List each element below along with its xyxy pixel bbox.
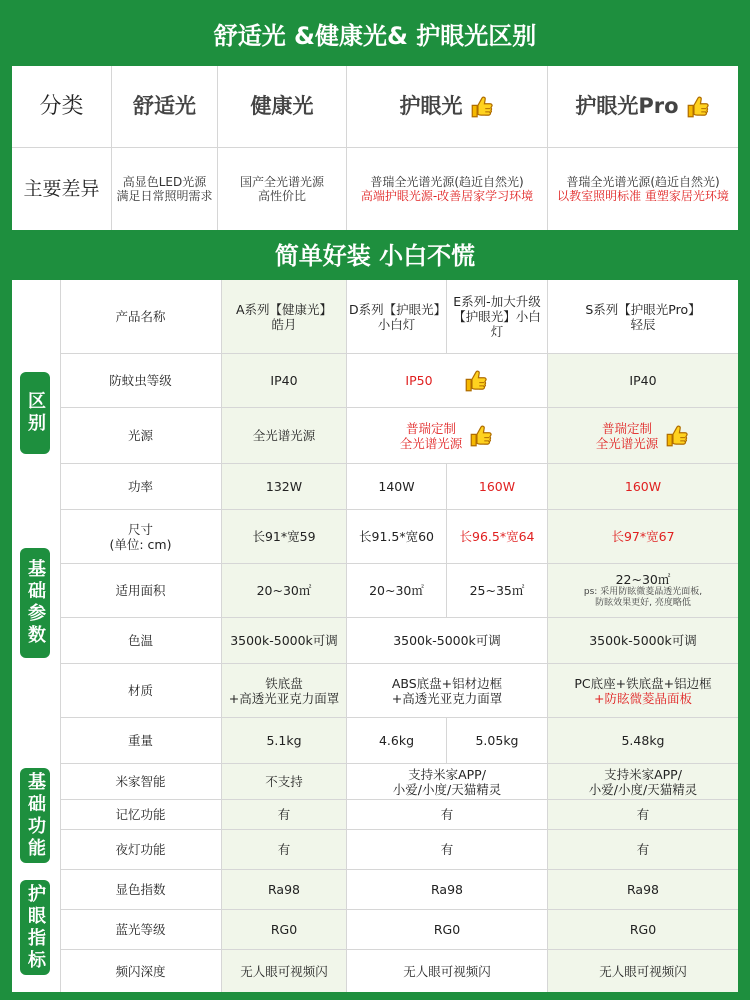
- mosquito-a: IP40: [222, 354, 347, 408]
- row-label-material: 材质: [60, 664, 222, 718]
- thumbs-up-icon: [468, 423, 494, 449]
- row-label-power: 功率: [60, 464, 222, 510]
- header-comfort: 舒适光: [112, 66, 218, 148]
- material-a-line1: 铁底盘: [265, 675, 303, 691]
- product-d-line2: 小白灯: [377, 316, 416, 332]
- area-s-note-line1: ps: 采用防眩微菱晶透光面板,: [583, 587, 703, 597]
- power-a: 132W: [222, 464, 347, 510]
- product-e: [447, 280, 548, 354]
- area-s-value: 22~30㎡: [615, 572, 671, 587]
- row-label-size-line1: 尺寸: [127, 521, 153, 537]
- eyecare-desc-line1: 普瑞全光谱光源(趋近自然光): [370, 175, 524, 189]
- row-label-weight: 重量: [60, 718, 222, 764]
- material-s: [548, 664, 738, 718]
- material-de: [347, 664, 548, 718]
- row-label-flicker: 频闪深度: [60, 950, 222, 992]
- blue-a: RG0: [222, 910, 347, 950]
- healthy-desc-line2: 高性价比: [257, 189, 306, 203]
- smart-s: [548, 764, 738, 800]
- material-a-line2: +高透光亚克力面罩: [228, 690, 340, 706]
- header-eyecare-pro-label: 护眼光Pro: [575, 94, 679, 118]
- smart-de: [347, 764, 548, 800]
- source-de-line1: 普瑞定制: [405, 420, 456, 436]
- source-s: [548, 408, 738, 464]
- header-category: 分类: [12, 66, 112, 148]
- product-s: [548, 280, 738, 354]
- night-a: 有: [222, 830, 347, 870]
- product-e-line1: E系列-加大升级: [453, 294, 541, 309]
- area-a: 20~30㎡: [222, 564, 347, 618]
- material-a: [222, 664, 347, 718]
- memory-s: 有: [548, 800, 738, 830]
- header-healthy: 健康光: [218, 66, 347, 148]
- row-label-difference: 主要差异: [12, 148, 112, 230]
- area-s: [548, 564, 738, 618]
- weight-d: 4.6kg: [347, 718, 447, 764]
- category-difference: 区别: [20, 372, 50, 454]
- row-label-blue: 蓝光等级: [60, 910, 222, 950]
- product-a: [222, 280, 347, 354]
- material-de-line2: +高透光亚克力面罩: [391, 690, 503, 706]
- comfort-desc-line2: 满足日常照明需求: [116, 189, 213, 203]
- cct-s: 3500k-5000k可调: [548, 618, 738, 664]
- source-de: [347, 408, 548, 464]
- cri-s: Ra98: [548, 870, 738, 910]
- header-eyecare-pro: [548, 66, 738, 148]
- weight-a: 5.1kg: [222, 718, 347, 764]
- area-s-note-line2: 防眩效果更好, 亮度略低: [595, 598, 691, 608]
- section-title: 简单好装 小白不慌: [274, 242, 476, 270]
- row-label-cct: 色温: [60, 618, 222, 664]
- product-a-line1: A系列【健康光】: [235, 301, 333, 317]
- spec-table: [12, 280, 738, 992]
- row-label-night: 夜灯功能: [60, 830, 222, 870]
- top-title: 舒适光 &健康光& 护眼光区别: [213, 22, 537, 50]
- product-s-line1: S系列【护眼光Pro】: [585, 301, 701, 317]
- size-e: 长96.5*宽64: [447, 510, 548, 564]
- night-s: 有: [548, 830, 738, 870]
- mosquito-de: [347, 354, 548, 408]
- power-d: 140W: [347, 464, 447, 510]
- area-e: 25~35㎡: [447, 564, 548, 618]
- cri-a: Ra98: [222, 870, 347, 910]
- product-s-line2: 轻辰: [630, 316, 656, 332]
- category-eye-metrics: 护眼指标: [20, 880, 50, 975]
- eyecare-pro-desc-line2: 以教室照明标准 重塑家居光环境: [557, 189, 729, 203]
- row-label-mosquito: 防蚊虫等级: [60, 354, 222, 408]
- smart-de-line2: 小爱/小度/天猫精灵: [392, 781, 502, 797]
- size-a: 长91*宽59: [222, 510, 347, 564]
- thumbs-up-icon: [685, 94, 711, 120]
- eyecare-desc-line2: 高端护眼光源-改善居家学习环境: [360, 189, 534, 203]
- mosquito-s: IP40: [548, 354, 738, 408]
- cct-de: 3500k-5000k可调: [347, 618, 548, 664]
- eyecare-pro-desc: [548, 148, 738, 230]
- smart-a: 不支持: [222, 764, 347, 800]
- comparison-table: [12, 66, 738, 230]
- healthy-desc: [218, 148, 347, 230]
- night-de: 有: [347, 830, 548, 870]
- source-de-line2: 全光谱光源: [399, 435, 463, 451]
- flicker-s: 无人眼可视频闪: [548, 950, 738, 992]
- material-de-line1: ABS底盘+铝材边框: [391, 675, 503, 691]
- healthy-desc-line1: 国产全光谱光源: [239, 175, 324, 189]
- row-label-product: 产品名称: [60, 280, 222, 354]
- material-s-line1: PC底座+铁底盘+铝边框: [574, 675, 712, 691]
- mosquito-de-value: IP50: [405, 373, 433, 388]
- product-a-line2: 皓月: [271, 316, 297, 332]
- smart-de-line1: 支持米家APP/: [408, 766, 486, 782]
- cct-a: 3500k-5000k可调: [222, 618, 347, 664]
- smart-s-line2: 小爱/小度/天猫精灵: [588, 781, 698, 797]
- product-d: [347, 280, 447, 354]
- area-d: 20~30㎡: [347, 564, 447, 618]
- source-s-line1: 普瑞定制: [601, 420, 652, 436]
- source-s-line2: 全光谱光源: [595, 435, 659, 451]
- row-label-source: 光源: [60, 408, 222, 464]
- row-label-area: 适用面积: [60, 564, 222, 618]
- comfort-desc: [112, 148, 218, 230]
- cri-de: Ra98: [347, 870, 548, 910]
- row-label-cri: 显色指数: [60, 870, 222, 910]
- product-e-line2: 【护眼光】小白灯: [453, 309, 541, 339]
- row-label-memory: 记忆功能: [60, 800, 222, 830]
- flicker-de: 无人眼可视频闪: [347, 950, 548, 992]
- eyecare-desc: [347, 148, 548, 230]
- blue-de: RG0: [347, 910, 548, 950]
- power-e: 160W: [447, 464, 548, 510]
- weight-e: 5.05kg: [447, 718, 548, 764]
- material-s-line2: +防眩微菱晶面板: [594, 690, 692, 706]
- flicker-a: 无人眼可视频闪: [222, 950, 347, 992]
- thumbs-up-icon: [664, 423, 690, 449]
- memory-de: 有: [347, 800, 548, 830]
- memory-a: 有: [222, 800, 347, 830]
- power-s: 160W: [548, 464, 738, 510]
- smart-s-line1: 支持米家APP/: [604, 766, 682, 782]
- product-d-line1: D系列【护眼光】: [349, 301, 447, 317]
- row-label-size-line2: (单位: cm): [109, 536, 172, 552]
- blue-s: RG0: [548, 910, 738, 950]
- thumbs-up-icon: [469, 94, 495, 120]
- weight-s: 5.48kg: [548, 718, 738, 764]
- row-label-smart: 米家智能: [60, 764, 222, 800]
- header-eyecare-label: 护眼光: [399, 94, 463, 118]
- category-basic-params: 基础参数: [20, 548, 50, 658]
- comfort-desc-line1: 高显色LED光源: [122, 175, 207, 189]
- source-de-text: [400, 421, 463, 451]
- source-s-text: [596, 421, 659, 451]
- row-label-size: [60, 510, 222, 564]
- size-d: 长91.5*宽60: [347, 510, 447, 564]
- thumbs-up-icon: [463, 368, 489, 394]
- eyecare-pro-desc-line1: 普瑞全光谱光源(趋近自然光): [566, 175, 720, 189]
- size-s: 长97*宽67: [548, 510, 738, 564]
- category-basic-functions: 基础功能: [20, 768, 50, 863]
- source-a: 全光谱光源: [222, 408, 347, 464]
- header-eyecare: [347, 66, 548, 148]
